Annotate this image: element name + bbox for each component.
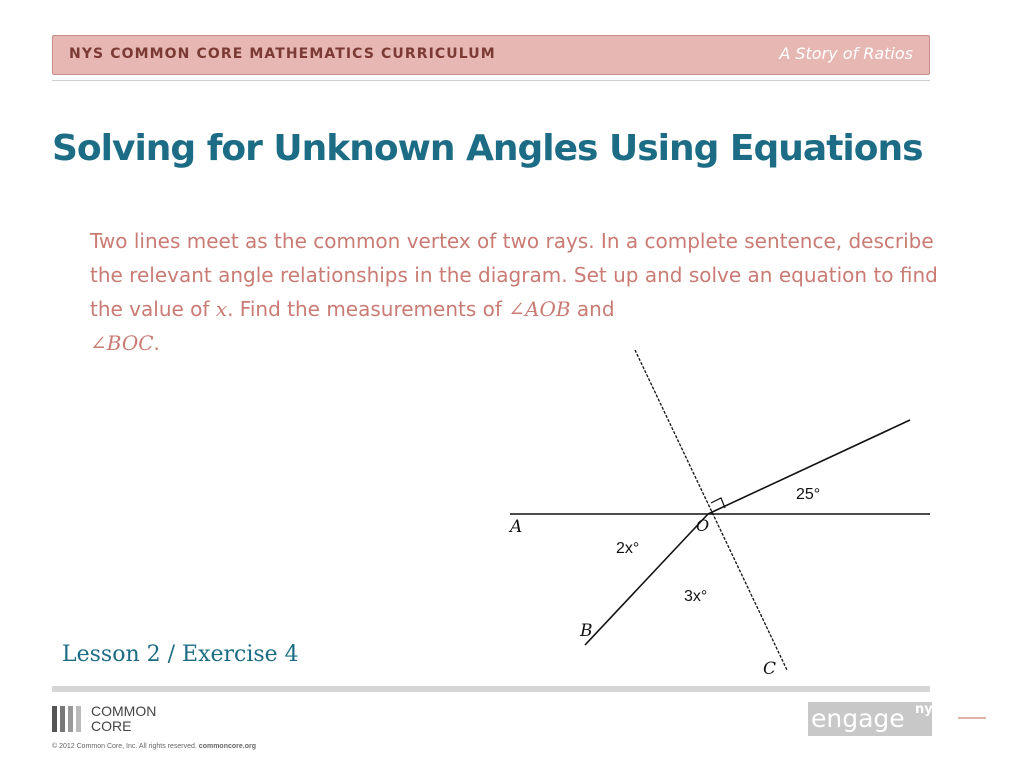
curriculum-header-bar	[52, 35, 930, 75]
angle-diagram	[500, 345, 940, 685]
copyright-text: © 2012 Common Core, Inc. All rights reserved.	[52, 743, 197, 750]
prompt-text-1: Two lines meet as the common vertex of two rays. In a complete sentence, describe the relevant angle relationships in the diagram. Set up and solve an equation to find the value of	[90, 229, 938, 321]
common-core-logo-icon	[52, 704, 86, 732]
engage-word: engage	[811, 704, 905, 733]
header-divider	[52, 80, 930, 81]
engageny-logo	[808, 702, 932, 736]
curriculum-name: NYS COMMON CORE MATHEMATICS CURRICULUM	[69, 46, 496, 62]
angle-label-2x: 2x°	[616, 540, 640, 557]
angle-boc: ∠BOC	[90, 331, 154, 355]
label-c: C	[763, 659, 777, 679]
prompt-text-3: and	[570, 297, 615, 321]
ray-ob	[585, 514, 708, 645]
decorative-dash	[958, 717, 986, 719]
story-name: A Story of Ratios	[779, 44, 913, 63]
common-core-wordmark	[91, 704, 156, 734]
copyright-site: commoncore.org	[198, 743, 256, 750]
wordmark-core: CORE	[91, 718, 132, 734]
line-through-o-to-c	[635, 350, 787, 670]
angle-aob: ∠AOB	[508, 297, 571, 321]
label-a: A	[510, 517, 523, 537]
variable-x: x	[215, 297, 228, 321]
prompt-text-4: .	[153, 331, 160, 355]
exercise-prompt	[90, 224, 970, 360]
label-o: O	[696, 516, 710, 535]
lesson-reference: Lesson 2 / Exercise 4	[62, 642, 299, 667]
angle-label-25: 25°	[796, 486, 821, 503]
footer-divider	[52, 686, 930, 692]
wordmark-common: COMMON	[91, 703, 157, 719]
prompt-text-2: . Find the measurements of	[227, 297, 509, 321]
engage-ny-superscript: ny	[915, 702, 933, 717]
slide-title: Solving for Unknown Angles Using Equations	[52, 128, 923, 169]
copyright-notice	[52, 743, 256, 750]
angle-label-3x: 3x°	[684, 588, 708, 605]
label-b: B	[580, 621, 593, 641]
